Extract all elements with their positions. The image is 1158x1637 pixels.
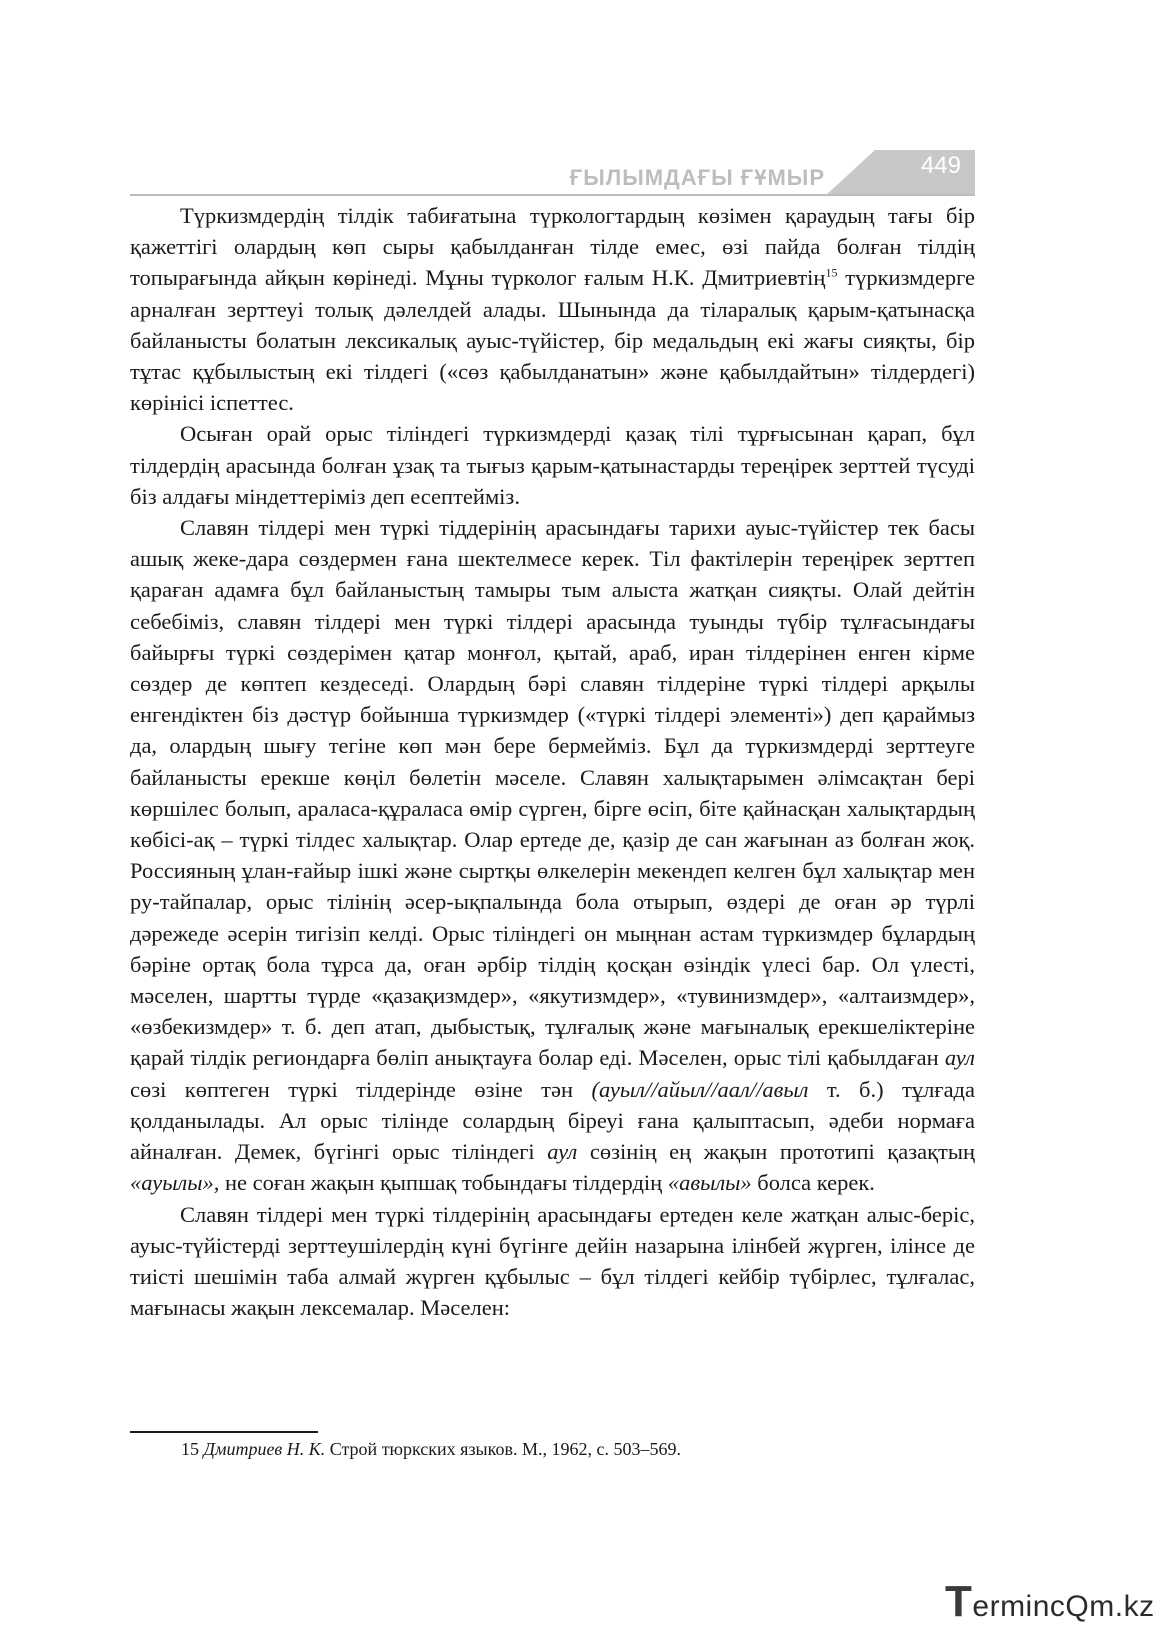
paragraph-1: Түркизмдердің тілдік табиғатына түркологтардың көзімен қараудың тағы бір қажеттігі олардың көп сыры қабылданған тілде емес, өзі пайда болған тілдің топырағында айқын көрінеді. Мұны түрколог ғалым Н.К. Дмитриевтің$^{15}$ түркизмдерге арналған зерттеуі толық дәлелдей алады. Шынында да тіларалық қарым-қатынасқа байланысты болатын лексикалық ауыс-түйістер, бір медальдың екі жағы сияқты, бір тұтас құбылыстың екі тілдегі («сөз қабылданатын» және қабылдайтын» тілдердегі) көрінісі іспеттес. bbox=[130, 203, 975, 416]
body-text bbox=[130, 200, 975, 1323]
paragraph-3: Славян тілдері мен түркі тіддерінің арасындағы тарихи ауыс-түйістер тек басы ашық жеке-дара сөздермен ғана шектелмесе керек. Тіл фактілерін тереңірек зерттеп қараған адамға бұл байланыстың тамыры тым алыста жатқан сияқты. Олай дейтін себебіміз, славян тілдері мен түркі тілдері арасында туынды түбір тұлғасындағы байырғы түркі сөздерімен қатар монғол, қытай, араб, иран тілдерінен енген кірме сөздер де көптеп кездеседі. Олардың бәрі славян тілдеріне түркі тілдері арқылы енгендіктен біз дәстүр бойынша түркизмдер («түркі тілдері элементі») деп қараймыз да, олардың шығу тегіне көп мән бере бермейміз. Бұл да түркизмдерді зерттеуге байланысты ерекше көңіл бөлетін мәселе. Славян халықтарымен әлімсақтан бері көршілес болып, араласа-құраласа өмір сүрген, бірге өсіп, біте қайнасқан халықтардың көбісі-ақ – түркі тілдес халықтар. Олар ертеде де, қазір де сан жағынан аз болған жоқ. Россияның ұлан-ғайыр ішкі және сыртқы өлкелерін мекендеп келген бұл халықтар мен ру-тайпалар, орыс тілінің әсер-ықпалында бола отырып, өздері де оған әр түрлі дәрежеде әсерін тигізіп келді. Орыс тіліндегі он мыңнан астам түркизмдер бұлардың бәріне ортақ бола тұрса да, оған әрбір тілдің қосқан өзіндік үлесі бар. Ол үлесті, мәселен, шартты түрде «қазақизмдер», «якутизмдер», «тувинизмдер», «алтаизмдер», «өзбекизмдер» т. б. деп атап, дыбыстық, тұлғалық және мағыналық ерекшеліктеріне қарай тілдік региондарға бөліп анықтауға болар еді. Мәселен, орыс тілі қабылдаған аул сөзі көптеген түркі тілдерінде өзіне тән (ауыл//айыл//аал//авыл т. б.) тұлғада қолданылады. Ал орыс тілінде солардың біреуі ғана қалыптасып, әдеби нормаға айналған. Демек, бүгінгі орыс тіліндегі аул сөзінің ең жақын прототипі қазақтың «ауылы», не соған жақын қыпшақ тобындағы тілдердің «авылы» болса керек. bbox=[130, 515, 975, 1196]
footnote-reference[interactable]: 15 bbox=[825, 265, 838, 280]
italic-term: «ауылы», bbox=[130, 1170, 220, 1196]
footnote-text: Строй тюркских языков. М., 1962, с. 503–569. bbox=[325, 1439, 681, 1459]
watermark-o-glyph: Q bbox=[1065, 1590, 1090, 1623]
site-watermark-logo: TermincQm.kz bbox=[945, 1577, 1155, 1626]
paragraph-2: Осыған орай орыс тіліндегі түркизмдерді қазақ тілі тұрғысынан қарап, бұл тілдердің арасында болған ұзақ та тығыз қарым-қатынастарды тереңірек зерттей түсуді біз алдағы міндеттеріміз деп есептейміз. bbox=[130, 421, 975, 509]
page-number: 449 bbox=[920, 152, 961, 179]
watermark-initial: T bbox=[945, 1577, 973, 1626]
footnote-author: Дмитриев Н. К. bbox=[203, 1439, 326, 1459]
footnote bbox=[181, 1436, 971, 1462]
running-header bbox=[130, 150, 975, 196]
italic-term: аул bbox=[547, 1139, 578, 1165]
italic-term: (ауыл//айыл//аал//авыл bbox=[591, 1076, 809, 1102]
italic-term: «авылы» bbox=[667, 1170, 752, 1196]
footnote-number: 15 bbox=[181, 1439, 199, 1459]
header-rule bbox=[130, 194, 975, 196]
running-header-title: ҒЫЛЫМДАҒЫ ҒҰМЫР bbox=[569, 165, 825, 190]
footnote-rule bbox=[130, 1431, 318, 1433]
italic-term: аул bbox=[944, 1045, 975, 1071]
paragraph-4: Славян тілдері мен түркі тілдерінің арасындағы ертеден келе жатқан алыс-беріс, ауыс-түйістерді зерттеушілердің күні бүгінге дейін назарына ілінбей жүрген, ілінсе де тиісті шешімін таба алмай жүрген құбылыс – бұл тілдегі кейбір түбірлес, тұлғалас, мағынасы жақын лексемалар. Мәселен: bbox=[130, 1201, 975, 1321]
